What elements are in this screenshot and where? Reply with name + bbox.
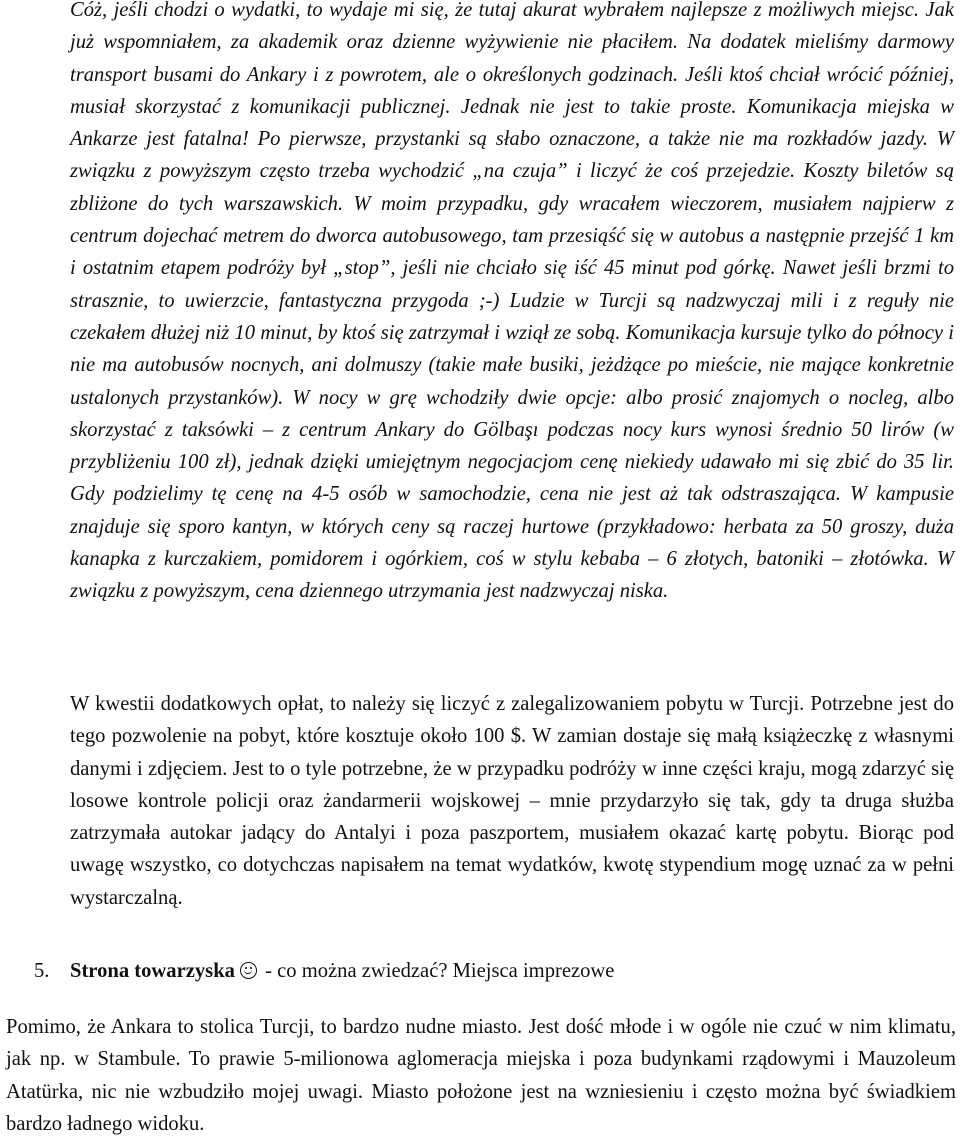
section-title: Strona towarzyska <box>70 960 235 982</box>
paragraph-expenses-transport: Cóż, jeśli chodzi o wydatki, to wydaje mi się, że tutaj akurat wybrałem najlepsze z możliwych miejsc. Jak już wspomniałem, za akademik oraz dzienne wyżywienie nie płaciłem. Na dodatek mieliśmy darmowy transport busami do Ankary i z powrotem, ale o określonych godzinach. Jeśli ktoś chciał wrócić później, musiał skorzystać z komunikacji publicznej. Jednak nie jest to takie proste. Komunikacja miejska w Ankarze jest fatalna! Po pierwsze, przystanki są słabo oznaczone, a także nie ma rozkładów jazdy. W związku z powyższym często trzeba wychodzić „na czuja” i liczyć że coś przejedzie. Koszty biletów są zbliżone do tych warszawskich. W moim przypadku, gdy wracałem wieczorem, musiałem najpierw z centrum dojechać metrem do dworca autobusowego, tam przesiąść się w autobus a następnie przejść 1 km i ostatnim etapem podróży był „stop”, jeśli nie chciało się iść 45 minut pod górkę. Nawet jeśli brzmi to strasznie, to uwierzcie, fantastyczna przygoda ;-) Ludzie w Turcji są nadzwyczaj mili i z reguły nie czekałem dłużej niż 10 minut, by ktoś się zatrzymał i wziął ze sobą. Komunikacja kursuje tylko do północy i nie ma autobusów nocnych, ani dolmuszy (takie małe busiki, jeżdżące po mieście, nie mające konkretnie ustalonych przystanków). W nocy w grę wchodziły dwie opcje: albo prosić znajomych o nocleg, albo skorzystać z taksówki – z centrum Ankary do Gölbaşı podczas nocy kurs wynosi średnio 50 lirów (w przybliżeniu 100 zł), jednak dzięki umiejętnym negocjacjom cenę niekiedy udawało mi się zbić do 35 lir. Gdy podzielimy tę cenę na 4-5 osób w samochodzie, cena nie jest aż tak odstraszająca. W kampusie znajduje się sporo kantyn, w których ceny są raczej hurtowe (przykładowo: herbata za 50 groszy, duża kanapka z kurczakiem, pomidorem i ogórkiem, coś w stylu kebaba – 6 złotych, batoniki – złotówka. W związku z powyższym, cena dziennego utrzymania jest nadzwyczaj niska. <box>70 0 954 603</box>
smiley-face-icon <box>240 962 257 979</box>
section-heading <box>34 955 614 987</box>
paragraph-ankara-description: Pomimo, że Ankara to stolica Turcji, to bardzo nudne miasto. Jest dość młode i w ogóle nie czuć w nim klimatu, jak np. w Stambule. To prawie 5-milionowa aglomeracja miejska i poza budynkami rządowymi i Mauzoleum Atatürka, nic nie wzbudziło mojej uwagi. Miasto położone jest na wzniesieniu i często można być świadkiem bardzo ładnego widoku. <box>6 1016 956 1135</box>
section-subtitle: - co można zwiedzać? Miejsca imprezowe <box>259 960 615 982</box>
paragraph-additional-fees: W kwestii dodatkowych opłat, to należy się liczyć z zalegalizowaniem pobytu w Turcji. Potrzebne jest do tego pozwolenie na pobyt, które kosztuje około 100 $. W zamian dostaje się małą książeczkę z własnymi danymi i zdjęciem. Jest to o tyle potrzebne, że w przypadku podróży w inne części kraju, mogą zdarzyć się losowe kontrole policji oraz żandarmerii wojskowej – mnie przydarzyło się tak, gdy ta druga służba zatrzymała autokar jadący do Antalyi i poza paszportem, musiałem okazać kartę pobytu. Biorąc pod uwagę wszystko, co dotychczas napisałem na temat wydatków, kwotę stypendium mogę uznać za w pełni wystarczalną. <box>70 693 954 909</box>
section-number: 5. <box>34 960 50 982</box>
